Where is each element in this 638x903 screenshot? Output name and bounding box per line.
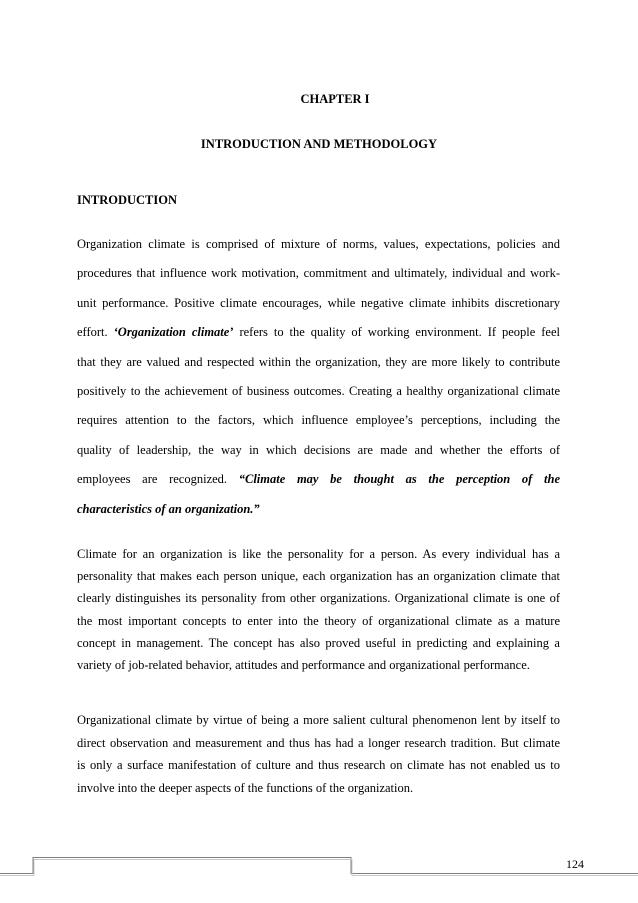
paragraph-line: positively to the achievement of business outcomes. Creating a healthy organizational climate — [77, 384, 560, 399]
text-run: effort. — [77, 325, 114, 340]
paragraph-3 — [77, 709, 560, 799]
text-run: employees are recognized. — [77, 472, 239, 487]
paragraph-line: involve into the deeper aspects of the functions of the organization. — [77, 780, 414, 795]
paragraph-line: Organizational climate by virtue of being a more salient cultural phenomenon lent by itself to — [77, 713, 560, 727]
paragraph-line: variety of job-related behavior, attitudes and performance and organizational performance. — [77, 658, 530, 673]
paragraph-line: personality that makes each person unique, each organization has an organization climate that — [77, 569, 560, 584]
paragraph-line: procedures that influence work motivation, commitment and ultimately, individual and work- — [77, 266, 560, 281]
footer-rule — [0, 856, 638, 876]
paragraph-line: Climate for an organization is like the personality for a person. As every individual has a — [77, 547, 560, 561]
chapter-label: CHAPTER I — [300, 92, 370, 106]
paragraph-line: quality of leadership, the way in which decisions are made and whether the efforts of — [77, 442, 560, 457]
paragraph-line: that they are valued and respected within the organization, they are more likely to contribute — [77, 354, 560, 369]
text-run: refers to the quality of working environment. If people feel — [233, 325, 560, 340]
paragraph-line: concept in management. The concept has also proved useful in predicting and explaining a — [77, 635, 560, 650]
paragraph-2 — [77, 543, 560, 676]
quotation-text: characteristics of an organization.” — [77, 501, 260, 516]
paragraph-line — [77, 465, 560, 494]
emphasized-term: ‘Organization climate’ — [113, 325, 234, 340]
paragraph-1 — [77, 230, 560, 524]
section-heading: INTRODUCTION — [77, 193, 178, 207]
paragraph-line: direct observation and measurement and thus has had a longer research tradition. But climate — [77, 735, 560, 750]
paragraph-line — [77, 318, 560, 347]
paragraph-line: the most important concepts to enter into the theory of organizational climate as a mature — [77, 613, 560, 628]
chapter-title: INTRODUCTION AND METHODOLOGY — [200, 137, 438, 151]
paragraph-line: clearly distinguishes its personality from other organizations. Organizational climate is one of — [77, 591, 560, 606]
page-number: 124 — [566, 857, 584, 871]
paragraph-line: unit performance. Positive climate encourages, while negative climate inhibits discretionary — [77, 295, 560, 310]
paragraph-line: is only a surface manifestation of culture and thus research on climate has not enabled us to — [77, 758, 560, 773]
paragraph-line: requires attention to the factors, which influence employee’s perceptions, including the — [77, 413, 560, 428]
paragraph-line: Organization climate is comprised of mixture of norms, values, expectations, policies and — [77, 237, 560, 251]
quotation-text: “Climate may be thought as the perception of the — [238, 472, 561, 487]
